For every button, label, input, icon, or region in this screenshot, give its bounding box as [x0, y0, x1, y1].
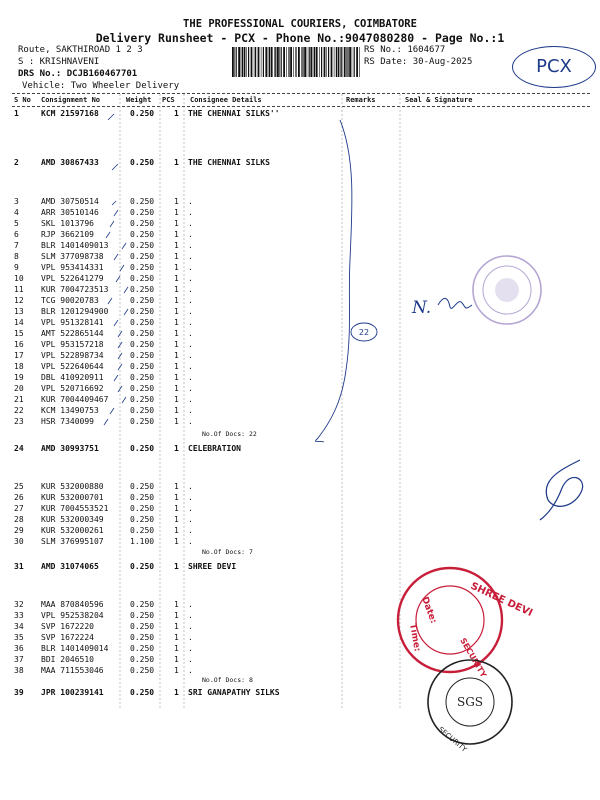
row-pcs: 1 [174, 622, 179, 631]
row-weight: 0.250 [130, 158, 155, 167]
row-sno: 37 [14, 655, 24, 664]
row-consignment-no: BLR 1201294900 [41, 307, 109, 316]
row-weight: 0.250 [130, 622, 155, 631]
row-pcs: 1 [174, 252, 179, 261]
row-weight: 0.250 [130, 600, 155, 609]
row-weight: 0.250 [130, 395, 155, 404]
rs-date: RS Date: 30-Aug-2025 [364, 57, 473, 67]
row-pcs: 1 [174, 406, 179, 415]
row-weight: 0.250 [130, 493, 155, 502]
row-consignee: SRI GANAPATHY SILKS [188, 688, 280, 697]
svg-text:Date:: Date: [419, 595, 439, 625]
row-consignee: . [188, 252, 193, 261]
row-consignee: . [188, 622, 193, 631]
row-pcs: 1 [174, 109, 179, 118]
row-consignee: . [188, 274, 193, 283]
row-weight: 0.250 [130, 340, 155, 349]
row-weight: 0.250 [130, 611, 155, 620]
row-consignment-no: AMD 30750514 [41, 197, 99, 206]
row-sno: 39 [14, 688, 24, 697]
row-consignment-no: AMD 31074065 [41, 562, 99, 571]
svg-text:Time:: Time: [407, 622, 422, 653]
column-separators [120, 94, 400, 710]
row-weight: 0.250 [130, 208, 155, 217]
group-doc-count: No.Of Docs: 22 [202, 430, 257, 438]
row-pcs: 1 [174, 362, 179, 371]
signature-scribble [540, 460, 583, 520]
row-consignment-no: DBL 410920911 [41, 373, 104, 382]
row-sno: 17 [14, 351, 24, 360]
circled-count: 22 [358, 328, 370, 337]
row-pcs: 1 [174, 329, 179, 338]
row-consignment-no: ARR 30510146 [41, 208, 99, 217]
row-consignee: . [188, 197, 193, 206]
row-pcs: 1 [174, 666, 179, 675]
row-consignment-no: SLM 376995107 [41, 537, 104, 546]
row-sno: 24 [14, 444, 24, 453]
row-consignee: . [188, 351, 193, 360]
row-consignee: . [188, 263, 193, 272]
row-sno: 29 [14, 526, 24, 535]
row-pcs: 1 [174, 515, 179, 524]
row-consignment-no: SVP 1672224 [41, 633, 94, 642]
staff-name: S : KRISHNAVENI [18, 57, 100, 67]
row-sno: 28 [14, 515, 24, 524]
row-sno: 2 [14, 158, 19, 167]
row-weight: 0.250 [130, 329, 155, 338]
row-sno: 4 [14, 208, 19, 217]
row-consignee: . [188, 373, 193, 382]
row-weight: 0.250 [130, 219, 155, 228]
row-sno: 35 [14, 633, 24, 642]
row-pcs: 1 [174, 395, 179, 404]
row-consignee: . [188, 219, 193, 228]
row-sno: 10 [14, 274, 24, 283]
row-sno: 36 [14, 644, 24, 653]
row-consignee: . [188, 537, 193, 546]
row-consignment-no: KCM 21597168 [41, 109, 99, 118]
row-weight: 0.250 [130, 562, 155, 571]
row-consignee: . [188, 241, 193, 250]
row-pcs: 1 [174, 340, 179, 349]
row-pcs: 1 [174, 285, 179, 294]
row-consignee: . [188, 633, 193, 642]
row-consignment-no: KUR 7004409467 [41, 395, 109, 404]
row-consignment-no: KUR 532000349 [41, 515, 104, 524]
row-sno: 23 [14, 417, 24, 426]
row-consignment-no: MAA 870840596 [41, 600, 104, 609]
row-pcs: 1 [174, 384, 179, 393]
row-pcs: 1 [174, 526, 179, 535]
row-consignee: . [188, 296, 193, 305]
row-weight: 0.250 [130, 417, 155, 426]
row-consignment-no: KUR 7004553521 [41, 504, 109, 513]
row-consignment-no: AMT 522865144 [41, 329, 104, 338]
row-consignee: . [188, 655, 193, 664]
row-pcs: 1 [174, 219, 179, 228]
col-pcs: PCS [162, 96, 175, 104]
row-sno: 13 [14, 307, 24, 316]
row-consignee: . [188, 340, 193, 349]
row-weight: 0.250 [130, 655, 155, 664]
row-weight: 0.250 [130, 362, 155, 371]
row-weight: 0.250 [130, 688, 155, 697]
row-consignee: . [188, 208, 193, 217]
col-seal-signature: Seal & Signature [405, 96, 473, 104]
row-weight: 0.250 [130, 318, 155, 327]
row-consignment-no: KUR 7004723513 [41, 285, 109, 294]
row-sno: 18 [14, 362, 24, 371]
row-sno: 21 [14, 395, 24, 404]
row-sno: 26 [14, 493, 24, 502]
row-weight: 0.250 [130, 504, 155, 513]
row-sno: 27 [14, 504, 24, 513]
row-sno: 20 [14, 384, 24, 393]
row-consignment-no: AMD 30867433 [41, 158, 99, 167]
row-weight: 1.100 [130, 537, 155, 546]
row-sno: 19 [14, 373, 24, 382]
red-security-stamp [398, 568, 534, 679]
row-sno: 31 [14, 562, 24, 571]
row-sno: 6 [14, 230, 19, 239]
row-consignment-no: VPL 951328141 [41, 318, 104, 327]
route-info: Route, SAKTHIROAD 1 2 3 [18, 45, 143, 55]
row-consignment-no: KUR 532000701 [41, 493, 104, 502]
group-doc-count: No.Of Docs: 7 [202, 548, 253, 556]
row-weight: 0.250 [130, 526, 155, 535]
row-consignment-no: SKL 1013796 [41, 219, 94, 228]
row-pcs: 1 [174, 351, 179, 360]
row-pcs: 1 [174, 562, 179, 571]
row-sno: 9 [14, 263, 19, 272]
svg-text:SECURITY: SECURITY [436, 725, 469, 754]
row-weight: 0.250 [130, 351, 155, 360]
row-consignee: . [188, 417, 193, 426]
rs-number: RS No.: 1604677 [364, 45, 446, 55]
row-weight: 0.250 [130, 444, 155, 453]
row-consignee: THE CHENNAI SILKS [188, 158, 270, 167]
row-pcs: 1 [174, 197, 179, 206]
col-remarks: Remarks [346, 96, 376, 104]
row-consignment-no: KUR 532000261 [41, 526, 104, 535]
circled-count-mark [351, 323, 377, 341]
row-pcs: 1 [174, 600, 179, 609]
row-pcs: 1 [174, 417, 179, 426]
row-pcs: 1 [174, 274, 179, 283]
row-consignment-no: BLR 1401409013 [41, 241, 109, 250]
row-consignment-no: JPR 100239141 [41, 688, 104, 697]
row-weight: 0.250 [130, 406, 155, 415]
row-consignment-no: VPL 952538204 [41, 611, 104, 620]
row-weight: 0.250 [130, 263, 155, 272]
row-sno: 16 [14, 340, 24, 349]
row-consignment-no: HSR 7340099 [41, 417, 94, 426]
row-weight: 0.250 [130, 384, 155, 393]
row-pcs: 1 [174, 296, 179, 305]
col-consignee: Consignee Details [190, 96, 262, 104]
row-consignee: . [188, 611, 193, 620]
row-weight: 0.250 [130, 274, 155, 283]
row-consignment-no: AMD 30993751 [41, 444, 99, 453]
svg-text:SHREE DEVI: SHREE DEVI [468, 580, 535, 620]
row-consignment-no: SLM 377098738 [41, 252, 104, 261]
row-pcs: 1 [174, 611, 179, 620]
row-pcs: 1 [174, 208, 179, 217]
row-consignee: . [188, 395, 193, 404]
group-doc-count: No.Of Docs: 8 [202, 676, 253, 684]
svg-text:SGS: SGS [456, 695, 484, 709]
row-pcs: 1 [174, 644, 179, 653]
row-consignment-no: KCM 13490753 [41, 406, 99, 415]
row-sno: 22 [14, 406, 24, 415]
row-consignment-no: BLR 1401409014 [41, 644, 109, 653]
row-consignee: . [188, 230, 193, 239]
row-consignment-no: VPL 953414331 [41, 263, 104, 272]
row-sno: 8 [14, 252, 19, 261]
receiver-signature [411, 298, 472, 318]
row-sno: 15 [14, 329, 24, 338]
row-consignee: . [188, 515, 193, 524]
row-weight: 0.250 [130, 633, 155, 642]
row-weight: 0.250 [130, 482, 155, 491]
row-weight: 0.250 [130, 644, 155, 653]
row-pcs: 1 [174, 307, 179, 316]
row-consignee: . [188, 406, 193, 415]
faded-purple-stamp [473, 256, 541, 324]
col-sno: S No [14, 96, 31, 104]
row-pcs: 1 [174, 655, 179, 664]
row-consignee: . [188, 482, 193, 491]
row-pcs: 1 [174, 373, 179, 382]
row-pcs: 1 [174, 263, 179, 272]
row-consignee: . [188, 285, 193, 294]
row-pcs: 1 [174, 318, 179, 327]
row-sno: 14 [14, 318, 24, 327]
row-consignment-no: BDI 2046510 [41, 655, 94, 664]
row-weight: 0.250 [130, 285, 155, 294]
row-pcs: 1 [174, 504, 179, 513]
row-weight: 0.250 [130, 241, 155, 250]
row-sno: 38 [14, 666, 24, 675]
row-consignment-no: RJP 3662109 [41, 230, 94, 239]
drs-number: DRS No.: DCJB160467701 [18, 69, 138, 79]
row-sno: 25 [14, 482, 24, 491]
row-consignee: . [188, 384, 193, 393]
row-consignee: . [188, 600, 193, 609]
page-title: THE PROFESSIONAL COURIERS, COIMBATORE [183, 18, 417, 30]
row-sno: 33 [14, 611, 24, 620]
vehicle-info: Vehicle: Two Wheeler Delivery [22, 81, 180, 91]
pcx-stamp: PCX [512, 46, 596, 88]
col-consignment: Consignment No [41, 96, 101, 104]
row-consignee: . [188, 644, 193, 653]
row-pcs: 1 [174, 230, 179, 239]
row-consignment-no: KUR 532000880 [41, 482, 104, 491]
row-weight: 0.250 [130, 666, 155, 675]
signature-note: N. [412, 298, 432, 318]
runsheet-subtitle: Delivery Runsheet - PCX - Phone No.:9047080280 - Page No.:1 [95, 31, 505, 45]
row-consignee: . [188, 526, 193, 535]
row-consignment-no: VPL 953157218 [41, 340, 104, 349]
row-pcs: 1 [174, 241, 179, 250]
row-consignee: . [188, 493, 193, 502]
row-weight: 0.250 [130, 296, 155, 305]
col-weight: Weight [126, 96, 152, 104]
row-consignment-no: VPL 522640644 [41, 362, 104, 371]
row-weight: 0.250 [130, 515, 155, 524]
row-pcs: 1 [174, 493, 179, 502]
row-consignee: . [188, 329, 193, 338]
row-sno: 5 [14, 219, 19, 228]
row-pcs: 1 [174, 482, 179, 491]
row-pcs: 1 [174, 537, 179, 546]
row-weight: 0.250 [130, 230, 155, 239]
row-weight: 0.250 [130, 109, 155, 118]
row-consignee: SHREE DEVI [188, 562, 237, 571]
row-weight: 0.250 [130, 197, 155, 206]
row-consignment-no: SVP 1672220 [41, 622, 94, 631]
pen-stroke [316, 120, 352, 442]
row-sno: 34 [14, 622, 24, 631]
row-pcs: 1 [174, 633, 179, 642]
row-weight: 0.250 [130, 252, 155, 261]
pen-tick-marks [104, 114, 128, 425]
row-sno: 3 [14, 197, 19, 206]
row-consignee: . [188, 362, 193, 371]
row-consignment-no: VPL 522641279 [41, 274, 104, 283]
row-consignee: . [188, 307, 193, 316]
row-sno: 12 [14, 296, 24, 305]
row-consignment-no: TCG 90020783 [41, 296, 99, 305]
row-weight: 0.250 [130, 373, 155, 382]
row-consignment-no: VPL 520716692 [41, 384, 104, 393]
row-weight: 0.250 [130, 307, 155, 316]
row-pcs: 1 [174, 444, 179, 453]
row-sno: 7 [14, 241, 19, 250]
row-consignee: . [188, 318, 193, 327]
row-sno: 1 [14, 109, 19, 118]
row-consignee: THE CHENNAI SILKS'' [188, 109, 280, 118]
row-sno: 32 [14, 600, 24, 609]
row-consignee: . [188, 666, 193, 675]
row-pcs: 1 [174, 688, 179, 697]
row-consignee: . [188, 504, 193, 513]
svg-text:SECURITY: SECURITY [458, 636, 489, 680]
row-sno: 11 [14, 285, 24, 294]
black-sgs-stamp [428, 660, 512, 754]
row-consignment-no: MAA 711553046 [41, 666, 104, 675]
row-consignee: CELEBRATION [188, 444, 241, 453]
row-consignment-no: VPL 522898734 [41, 351, 104, 360]
row-sno: 30 [14, 537, 24, 546]
row-pcs: 1 [174, 158, 179, 167]
